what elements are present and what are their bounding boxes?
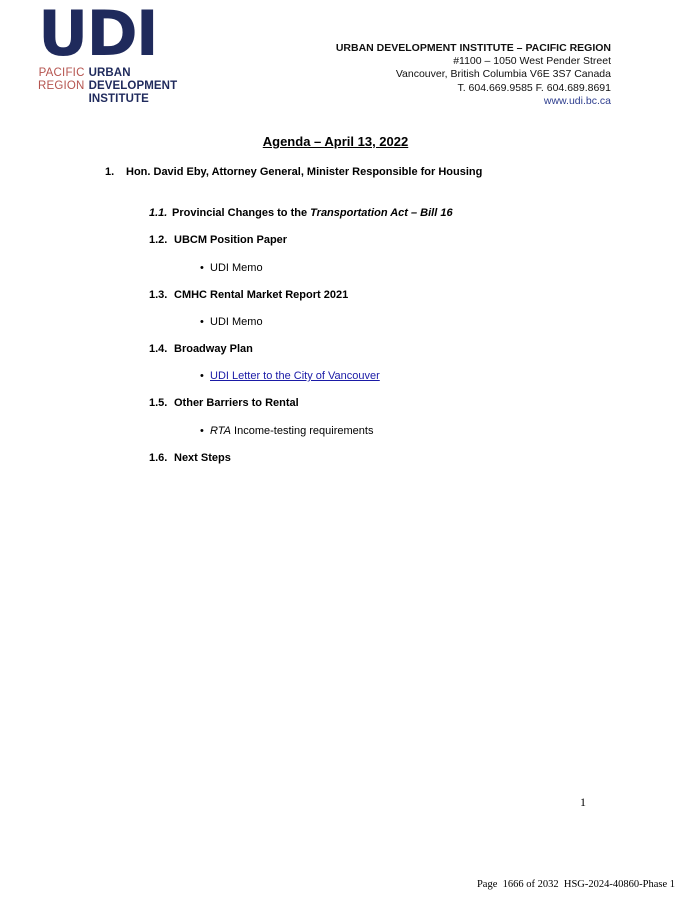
address-block <box>336 42 611 108</box>
item-number: 1. <box>105 166 115 178</box>
bullet-item <box>200 425 373 437</box>
item-label: CMHC Rental Market Report 2021 <box>174 289 349 301</box>
agenda-item-1-4 <box>149 343 253 355</box>
item-number: 1.2. <box>149 234 168 246</box>
address-street: #1100 – 1050 West Pender Street <box>453 55 611 68</box>
bullet-item <box>200 316 263 328</box>
item-label: Other Barriers to Rental <box>174 397 299 409</box>
bullet-icon: • <box>200 425 204 437</box>
page-number: 1 <box>580 795 586 809</box>
agenda-item-1-1 <box>149 207 453 219</box>
bullet-text: UDI Memo <box>210 262 263 274</box>
address-phone: T. 604.669.9585 F. 604.689.8691 <box>457 81 611 94</box>
agenda-item-1-2 <box>149 234 287 246</box>
item-label: Next Steps <box>174 452 231 464</box>
logo-pacific: PACIFIC <box>38 67 85 79</box>
logo-org-text <box>89 67 178 106</box>
item-number: 1.4. <box>149 343 168 355</box>
org-name: URBAN DEVELOPMENT INSTITUTE – PACIFIC REGION <box>335 42 611 54</box>
udi-letter-link[interactable]: UDI Letter to the City of Vancouver <box>210 370 380 382</box>
agenda-title: Agenda – April 13, 2022 <box>262 134 409 149</box>
item-label-pre: Provincial Changes to the <box>172 207 311 219</box>
item-label: Hon. David Eby, Attorney General, Minister Responsible for Housing <box>126 166 483 178</box>
item-number: 1.6. <box>149 452 168 464</box>
bullet-item <box>200 370 380 382</box>
agenda-item-1-6 <box>149 452 231 464</box>
bullet-text: UDI Memo <box>210 316 263 328</box>
logo-institute: INSTITUTE <box>88 93 149 105</box>
item-label-post: – Bill 16 <box>407 207 453 219</box>
bullet-text-italic: RTA <box>210 425 231 437</box>
item-number: 1.1. <box>149 207 168 219</box>
bullet-item <box>200 262 263 274</box>
website-link[interactable]: www.udi.bc.ca <box>543 94 611 107</box>
logo-region-text <box>38 67 89 106</box>
item-label-italic: Transportation Act <box>310 207 408 219</box>
agenda-item-1-5 <box>149 397 299 409</box>
address-city: Vancouver, British Columbia V6E 3S7 Canada <box>395 68 611 81</box>
item-label: UBCM Position Paper <box>174 234 288 246</box>
bullet-icon: • <box>200 370 204 382</box>
item-number: 1.5. <box>149 397 168 409</box>
bullet-text: Income-testing requirements <box>231 425 374 437</box>
agenda-item-1-3 <box>149 289 348 301</box>
logo-region: REGION <box>38 80 85 92</box>
logo-wordmark: UDI <box>38 0 157 70</box>
agenda-item-1 <box>105 166 482 178</box>
page-footer: Page 1666 of 2032 HSG-2024-40860-Phase 1 <box>476 879 675 890</box>
bullet-icon: • <box>200 316 204 328</box>
item-label: Broadway Plan <box>174 343 253 355</box>
item-number: 1.3. <box>149 289 168 301</box>
logo-subtitle <box>38 67 177 106</box>
logo-development: DEVELOPMENT <box>88 80 178 92</box>
bullet-icon: • <box>200 262 204 274</box>
logo-urban: URBAN <box>88 67 131 79</box>
